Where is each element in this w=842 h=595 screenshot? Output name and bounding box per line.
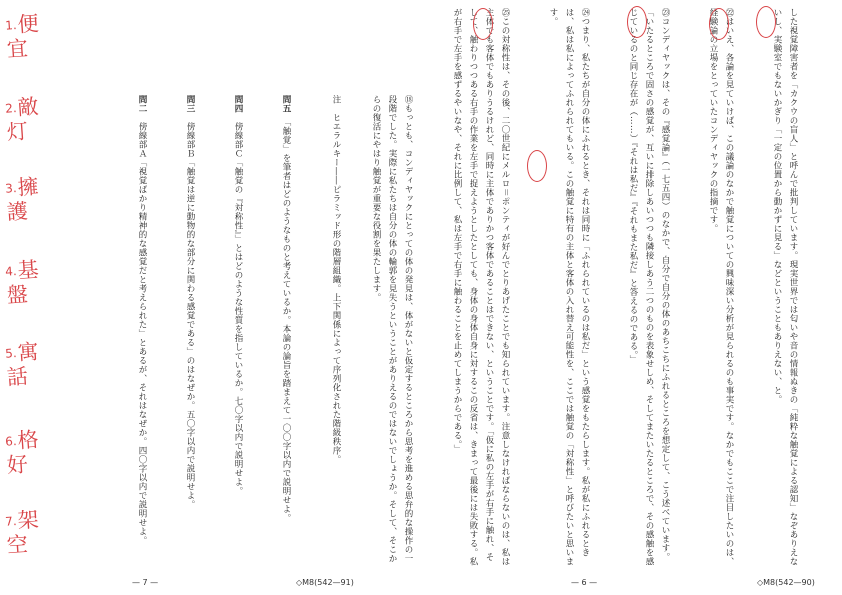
handwritten-answer: $^{4.}$基盤 xyxy=(4,257,40,308)
red-circle-mark xyxy=(473,8,493,40)
paragraph: ㉔つまり、私たちが自分の体にふれるとき、それは同時に「ふれられているのは私だ」という感覚をもたらします。私が私にふれるときは、私は私によってふれられてもいる。この触覚に特有の主体と客体の入れ替え可能性を、ここでは触覚の「対称性」と呼びたいと思います。 xyxy=(548,8,590,566)
page-number: — 6 — xyxy=(571,578,598,587)
handwritten-answer: $^{2.}$敵灯 xyxy=(4,94,40,145)
paragraph: した視覚障害者を「カクウの盲人」と呼んで批判しています。現実世界では匂いや音の情報ぬきの「純粋な触覚による認知」なぞありえないし、実験室でもないかぎり「一定の位置から動かずに見る」などということもありえない、と。 xyxy=(772,8,798,566)
page-number: — 7 — xyxy=(132,578,159,587)
question-2: 問二 傍線部Ａ「視覚ばかり精神的な感覚だと考えられた」とあるが、それはなぜか。四〇字以内で説明せよ。 xyxy=(137,95,147,545)
body-text xyxy=(429,8,833,568)
exam-code: ◇M8(542—90) xyxy=(757,578,815,587)
paragraph: ㉓コンディヤックは、その『感覚論』（一七五四）のなかで、自分で自分の体のあちこちにふれるところを想定して、こう述べています。「いたるところで固さの感覚が、互いに排除しあいつつも隣接しあう二つのものを表象せしめ、そしてまたいたるところで、その感触を感じているのと同じ存在が（……）『それは私だ』『それもまた私だ』と答えるのである。」 xyxy=(628,8,670,566)
glossary-note: 注 ヒエラルキー――ピラミッド形の階層組織。上下関係によって序列化された階級秩序。 xyxy=(331,95,341,464)
red-circle-mark xyxy=(627,6,647,38)
question-5: 問五 「触覚」を筆者はどのようなものと考えているか。本論の論旨を踏まえて一〇〇字以内で説明せよ。 xyxy=(281,95,291,523)
question-block xyxy=(126,95,326,565)
handwritten-answer: $^{1.}$便宜 xyxy=(4,11,40,62)
red-circle-mark xyxy=(756,6,776,38)
left-body-text: ⑱もっとも、コンディヤックにとっての体の発見は、体がないと仮定するところから思考を進める思弁的な操作の一段階でした。実際に私たちは自分の体の輪郭を見失うということがありえるのではないでしょうか。そして、そこからの復活にやはり触覚が重要な役割を果たします。 xyxy=(371,95,413,563)
paragraph: ㉕この対称性は、その後、二〇世紀にメルロ＝ポンティが好んでとりあげたことでも知られています。注意しなければならないのは、私は主体でも客体でもありうるけれど、同時に主体でありかつ客体であることはできない、ということです。「仮に私の左手が右手に触れ、そして、触わりつつある右手の作業を左手で捉えようとしたとしても、身体の身体自身に対するこの反省は、きまって最後には失敗する。私が右手で左手を感ずるやいなや、それに比例して、私は左手で右手に触わることを止めてしまうからである。」 xyxy=(452,8,510,567)
question-4: 問四 傍線部Ｃ「触覚の『対称性』」とはどのような性質を指しているか。七〇字以内で説明せよ。 xyxy=(233,95,243,496)
question-3: 問三 傍線部Ｂ「触覚は逆に動物的な部分に関わる感覚である」のはなぜか。五〇字以内で説明せよ。 xyxy=(185,95,195,509)
red-circle-mark xyxy=(527,150,547,182)
handwritten-answer: $^{7.}$架空 xyxy=(4,507,40,558)
handwritten-answer: $^{5.}$寓話 xyxy=(4,339,40,390)
red-circle-mark xyxy=(709,8,729,40)
handwritten-answers xyxy=(0,0,55,595)
handwritten-answer: $^{6.}$格好 xyxy=(4,427,40,478)
exam-code: ◇M8(542—91) xyxy=(296,578,354,587)
right-page xyxy=(421,0,842,595)
paragraph: ㉒はいえ、各論を見ていけば、この議論のなかで触覚についての興味深い分析が見られるのも事実です。なかでもここで注目したいのは、経験論の立場をとっていたコンディヤックの指摘です。 xyxy=(708,8,734,566)
handwritten-answer: $^{3.}$擁護 xyxy=(4,174,40,225)
